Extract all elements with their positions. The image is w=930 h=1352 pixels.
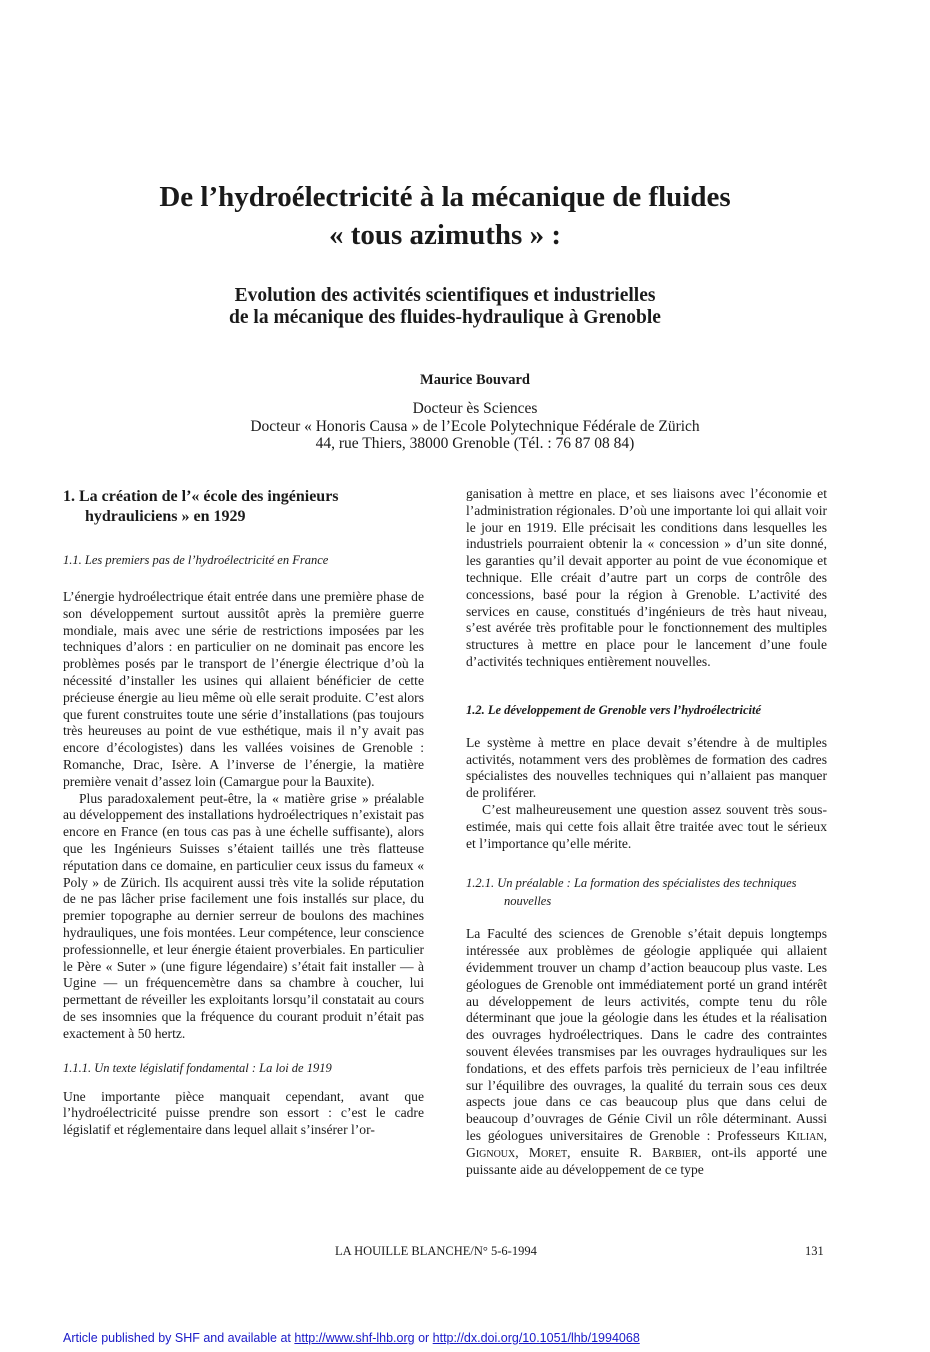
publisher-prefix: Article published by SHF and available at bbox=[63, 1331, 295, 1345]
title-line-1: De l’hydroélectricité à la mécanique de fluides bbox=[159, 181, 731, 213]
subtitle-line-1: Evolution des activités scientifiques et industrielles bbox=[234, 285, 656, 306]
paragraph bbox=[466, 926, 827, 1178]
paragraph: Le système à mettre en place devait s’étendre à de multiples activités, notamment vers des problèmes de formation des cadres spécialistes des nouvelles techniques qui n’allaient pas manquer de proliférer. bbox=[466, 734, 827, 801]
paragraph: Une importante pièce manquait cependant, avant que l’hydroélectricité puisse prendre son essort : c’est le cadre législatif et réglementaire dans lequel allait s’insérer l’or- bbox=[63, 1088, 424, 1138]
shf-link[interactable]: http://www.shf-lhb.org bbox=[294, 1331, 415, 1345]
section-1-heading: 1. La création de l’« école des ingénieurs hydrauliciens » en 1929 bbox=[63, 488, 339, 525]
author-address: 44, rue Thiers, 38000 Grenoble (Tél. : 76 87 08 84) bbox=[315, 435, 635, 452]
publisher-note bbox=[63, 1331, 640, 1345]
subtitle-line-2: de la mécanique des fluides-hydraulique à Grenoble bbox=[229, 307, 661, 328]
title-line-2: « tous azimuths » : bbox=[328, 219, 561, 251]
paragraph: L’énergie hydroélectrique était entrée dans une première phase de son développement surtout aussitôt après la première guerre mondiale, mais avec une série de restrictions imposées par les techniques d’alors : en particulier on ne dominait pas encore les problèmes posés par le transport de l’énergie électrique d’où la nécessité d’installer les usines qui allaient bénéficier de cette précieuse énergie au lieu même où elle serait produite. C’est alors que furent construites toute une série d’installations (pas toujours très heureuses au point de vue esthétique, mais il n’y avait pas encore d’écologistes) dans les vallées voisines de Grenoble : Romanche, Drac, Isère. A l’inverse de l’énergie, la matière première venait d’assez loin (Camargue pour la Bauxite). bbox=[63, 589, 424, 789]
subsection-1-1-1-heading: 1.1.1. Un texte législatif fondamental : La loi de 1919 bbox=[63, 1060, 332, 1075]
author-affiliation bbox=[60, 400, 890, 453]
paragraph: ganisation à mettre en place, et ses liaisons avec l’économie et l’administration régionales. D’où une importante loi qui allait voir le jour en 1919. Elle précisait les conditions dans lesquelles les industriels pourraient obtenir la « concession » d’un site donné, les garanties qu’il devait apporter au point de vue économique et technique. Elle créait d’autre part un corps de contrôle des concessions, basé pour la région à Grenoble. L’activité des services en cause, constitués d’ingénieurs de très haut niveau, s’est avérée très profitable pour le fonctionnement des multiples structures à mettre en place pour le lancement d’une foule d’activités techniques entièrement nouvelles. bbox=[466, 486, 827, 669]
name-gignoux: Gignoux bbox=[466, 1144, 516, 1160]
name-moret: Moret bbox=[528, 1144, 568, 1160]
author-name: Maurice Bouvard bbox=[420, 372, 530, 388]
journal-footer: LA HOUILLE BLANCHE/N° 5-6-1994 bbox=[335, 1244, 537, 1258]
paragraph: Plus paradoxalement peut-être, la « matière grise » préalable au développement des installations hydroélectriques n’existait pas encore en France (en tous cas pas à une échelle suffisante), alors que les Ingénieurs Suisses s’étaient taillés une très flatteuse réputation dans ce domaine, en particulier ceux issus du fameux « Poly » de Zürich. Ils acquirent aussi très vite la solide réputation de ne pas lâcher prise facilement une fois installés sur place, du premier topographe au dernier serreur de boulons des machines hydrauliques, une fois montées. Leur compétence, leur conscience professionnelle, et leur énergie étaient proverbiales. En particulier le Père « Suter » (une figure légendaire) s’était fait installer — à Ugine — un fréquencemètre dans sa chambre à coucher, lui permettant de réveiller les exploitants lorsqu’il constatait au cours de ses insomnies que la fréquence du courant produit n’était pas exactement à 50 hertz. bbox=[63, 790, 424, 1041]
author-honoris: Docteur « Honoris Causa » de l’Ecole Polytechnique Fédérale de Zürich bbox=[250, 417, 700, 435]
separator: , bbox=[515, 1144, 529, 1160]
name-barbier: Barbier bbox=[652, 1144, 698, 1160]
paragraph-text: La Faculté des sciences de Grenoble s’était depuis longtemps intéressée aux problèmes de géologie appliquée qui allaient évidemment trouver un champ d’action beaucoup plus vaste. Les géologues de Grenoble ont immédiatement porté un grand intérêt au développement de leurs activités, compte tenu du rôle déterminant que joue la géologie dans les études et la réalisation des ouvrages hydroélectriques. Dans le cadre des contraintes souvent élevées transmises par les ouvrages hydrauliques sur les fondations, et des effets parfois très pernicieux de l’eau infiltrée sur l’équilibre des ouvrages, la qualité du terrain sous ces deux aspects joue dans ce cas beaucoup plus que dans celui de beaucoup d’ouvrages de Génie Civil un rôle déterminant. Aussi les géologues universitaires de Grenoble : Professeurs bbox=[466, 926, 827, 1143]
right-column bbox=[466, 486, 827, 1178]
author-degree: Docteur ès Sciences bbox=[412, 400, 538, 417]
separator: , bbox=[823, 1127, 827, 1143]
left-column bbox=[63, 487, 424, 1139]
page-number: 131 bbox=[805, 1244, 824, 1258]
subsection-1-1-heading: 1.1. Les premiers pas de l’hydroélectricité en France bbox=[63, 553, 329, 567]
paragraph: C’est malheureusement une question assez souvent très sous-estimée, mais qui cette fois allait être traitée avec tout le sérieux et l’importance qu’elle mérite. bbox=[466, 801, 827, 851]
paragraph-text: , ont-ils apporté une puissante aide au développement de ce type bbox=[466, 1144, 827, 1177]
subsection-1-2-1-heading: 1.2.1. Un préalable : La formation des spécialistes des techniques nouvelles bbox=[466, 876, 797, 909]
subsection-1-2-heading: 1.2. Le développement de Grenoble vers l’hydroélectricité bbox=[466, 702, 762, 717]
article-title bbox=[60, 178, 830, 254]
publisher-or: or bbox=[414, 1331, 433, 1345]
article-subtitle bbox=[60, 285, 830, 329]
name-kilian: Kilian bbox=[786, 1127, 824, 1143]
doi-link[interactable]: http://dx.doi.org/10.1051/lhb/1994068 bbox=[432, 1331, 640, 1345]
separator: , ensuite R. bbox=[567, 1144, 653, 1160]
